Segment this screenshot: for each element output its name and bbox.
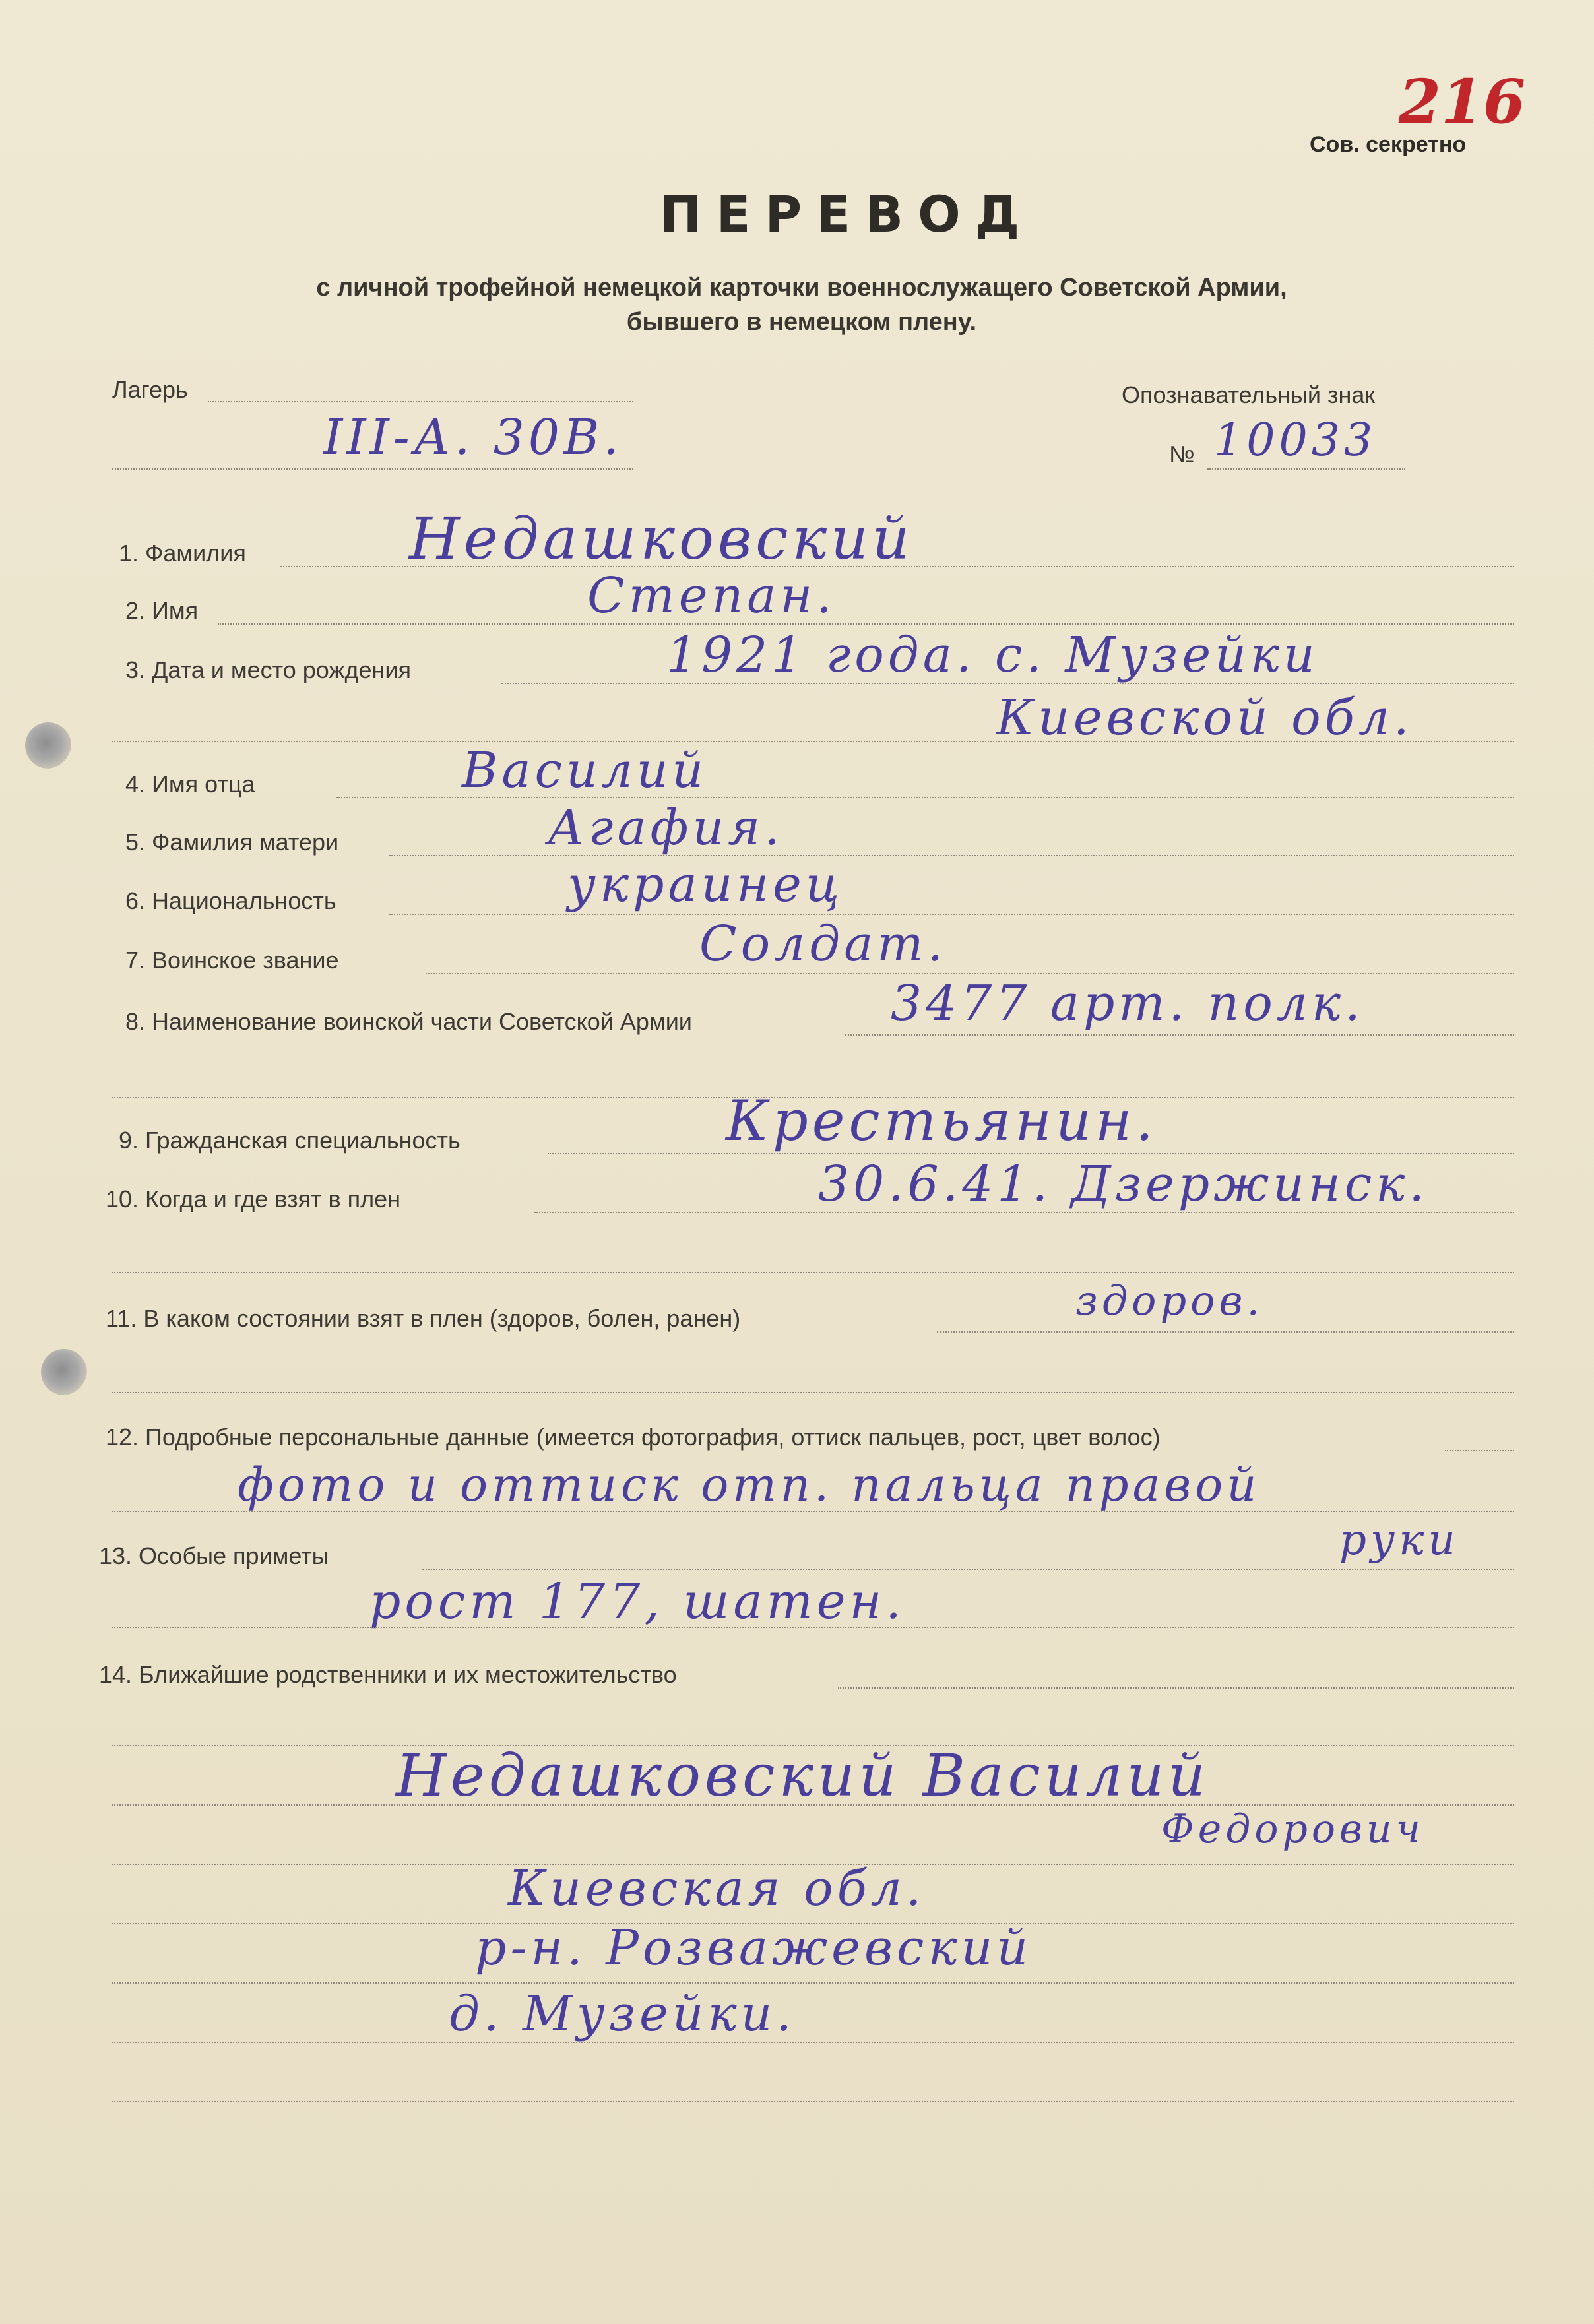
relative-name: Недашковский Василий	[396, 1742, 1209, 1809]
subtitle-line-1: с личной трофейной немецкой карточки военнослужащего Советской Армии,	[316, 274, 1287, 301]
field-label-11: 11. В каком состоянии взят в плен (здоров, болен, ранен)	[106, 1305, 741, 1332]
field-value-9: Крестьянин.	[726, 1088, 1157, 1153]
field-label-10: 10. Когда и где взят в плен	[106, 1185, 400, 1212]
camp-label: Лагерь	[112, 376, 188, 403]
field-label-1: 1. Фамилия	[119, 540, 246, 567]
subtitle-line-2: бывшего в немецком плену.	[626, 308, 977, 336]
field-label-8: 8. Наименование воинской части Советской Армии	[125, 1008, 692, 1035]
field-value-3b: Киевской обл.	[996, 689, 1413, 746]
field-value-6: украинец	[567, 856, 844, 913]
secrecy-label: Сов. секретно	[1310, 132, 1467, 157]
field-value-11: здоров.	[1075, 1276, 1264, 1325]
punch-hole	[41, 1349, 87, 1395]
address-line-3: д. Музейки.	[449, 1986, 796, 2042]
field-label-2: 2. Имя	[125, 597, 199, 624]
document-title: ПЕРЕВОД	[660, 185, 1035, 243]
field-value-5: Агафия.	[548, 800, 784, 856]
field-value-7: Солдат.	[699, 916, 947, 972]
field-value-13: рост 177, шатен.	[369, 1573, 905, 1630]
field-label-12: 12. Подробные персональные данные (имеется фотография, оттиск пальцев, рост, цвет волос)	[106, 1424, 1161, 1451]
id-prefix: №	[1169, 441, 1195, 468]
field-label-13: 13. Особые приметы	[99, 1542, 329, 1569]
field-label-7: 7. Воинское звание	[125, 947, 339, 974]
field-value-4: Василий	[462, 742, 708, 799]
document-subtitle	[198, 270, 1405, 339]
field-label-3: 3. Дата и место рождения	[125, 656, 411, 683]
field-value-3: 1921 года. с. Музейки	[666, 627, 1319, 683]
field-label-4: 4. Имя отца	[125, 770, 255, 798]
address-line-2: р-н. Розважевский	[475, 1920, 1032, 1976]
field-value-2: Степан.	[587, 567, 836, 624]
field-value-12b: руки	[1339, 1516, 1459, 1565]
camp-value: III-А. 30В.	[323, 409, 623, 466]
id-value: 10033	[1214, 414, 1377, 466]
id-label: Опознавательный знак	[1122, 381, 1376, 408]
field-label-14: 14. Ближайшие родственники и их местожительство	[99, 1661, 677, 1688]
field-label-9: 9. Гражданская специальность	[119, 1127, 461, 1154]
field-value-10: 30.6.41. Дзержинск.	[818, 1156, 1428, 1212]
field-label-5: 5. Фамилия матери	[125, 829, 339, 856]
relative-patronymic: Федорович	[1161, 1806, 1424, 1852]
archive-number: 216	[1399, 66, 1526, 137]
field-value-12: фото и оттиск отп. пальца правой	[238, 1458, 1261, 1512]
field-label-6: 6. Национальность	[125, 887, 336, 914]
field-value-8: 3477 арт. полк.	[891, 975, 1364, 1032]
field-value-1: Недашковский	[409, 505, 914, 573]
punch-hole	[25, 722, 71, 769]
address-line-1: Киевская обл.	[508, 1860, 926, 1917]
